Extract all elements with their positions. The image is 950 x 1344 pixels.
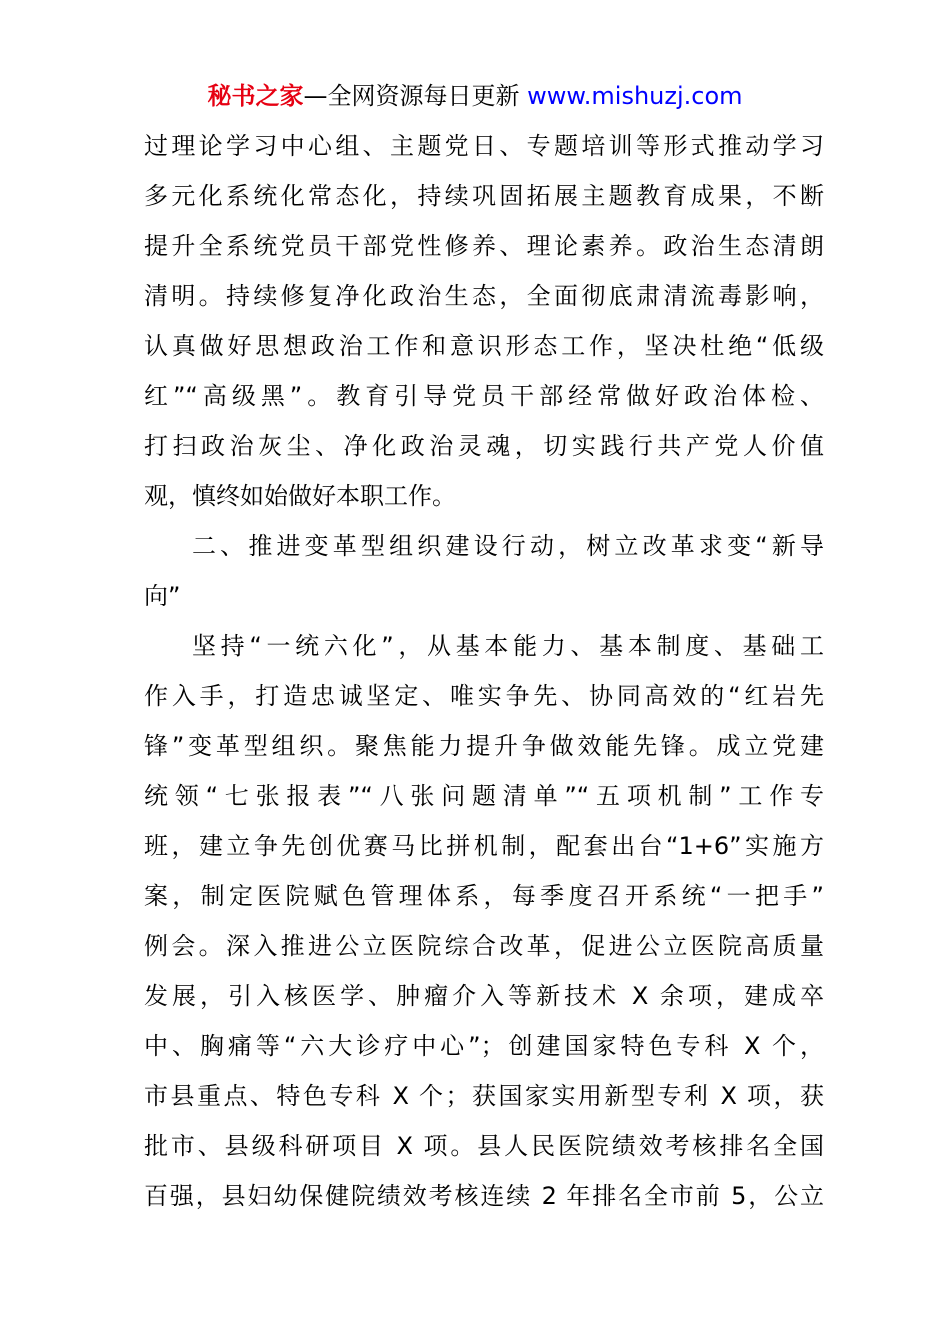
- text-line: 过理论学习中心组、主题党日、专题培训等形式推动学习: [144, 132, 824, 160]
- text-line: 百强，县妇幼保健院绩效考核连续 2 年排名全市前 5，公立: [144, 1182, 824, 1210]
- text-line: 中、胸痛等“六大诊疗中心”；创建国家特色专科 X 个，: [144, 1032, 824, 1060]
- text-line: 案，制定医院赋色管理体系，每季度召开系统“一把手”: [144, 882, 824, 910]
- text-line: 清明。持续修复净化政治生态，全面彻底肃清流毒影响，: [144, 282, 824, 310]
- text-line: 观，慎终如始做好本职工作。: [144, 482, 456, 510]
- text-line: 坚持“一统六化”，从基本能力、基本制度、基础工: [192, 632, 824, 660]
- page-header: [0, 80, 950, 112]
- text-line: 市县重点、特色专科 X 个；获国家实用新型专利 X 项，获: [144, 1082, 824, 1110]
- document-body: [144, 121, 824, 1221]
- text-line: 班，建立争先创优赛马比拼机制，配套出台“1+6”实施方: [144, 832, 824, 860]
- text-line: 例会。深入推进公立医院综合改革，促进公立医院高质量: [144, 932, 824, 960]
- text-line: 批市、县级科研项目 X 项。县人民医院绩效考核排名全国: [144, 1132, 824, 1160]
- text-line: 打扫政治灰尘、净化政治灵魂，切实践行共产党人价值: [144, 432, 824, 460]
- section-heading-line: 向”: [144, 582, 181, 610]
- header-site-url[interactable]: www.mishuzj.com: [527, 82, 743, 110]
- text-line: 多元化系统化常态化，持续巩固拓展主题教育成果，不断: [144, 182, 824, 210]
- header-brand: 秘书之家: [207, 82, 304, 110]
- text-line: 发展，引入核医学、肿瘤介入等新技术 X 余项，建成卒: [144, 982, 824, 1010]
- text-line: 认真做好思想政治工作和意识形态工作，坚决杜绝“低级: [144, 332, 824, 360]
- text-line: 锋”变革型组织。聚焦能力提升争做效能先锋。成立党建: [144, 732, 824, 760]
- text-line: 提升全系统党员干部党性修养、理论素养。政治生态清朗: [144, 232, 824, 260]
- text-line: 红”“高级黑”。教育引导党员干部经常做好政治体检、: [144, 382, 824, 410]
- text-line: 作入手，打造忠诚坚定、唯实争先、协同高效的“红岩先: [144, 682, 824, 710]
- header-tagline: —全网资源每日更新: [303, 82, 520, 110]
- text-line: 统领“七张报表”“八张问题清单”“五项机制”工作专: [144, 782, 824, 810]
- section-heading-line: 二、推进变革型组织建设行动，树立改革求变“新导: [192, 532, 824, 560]
